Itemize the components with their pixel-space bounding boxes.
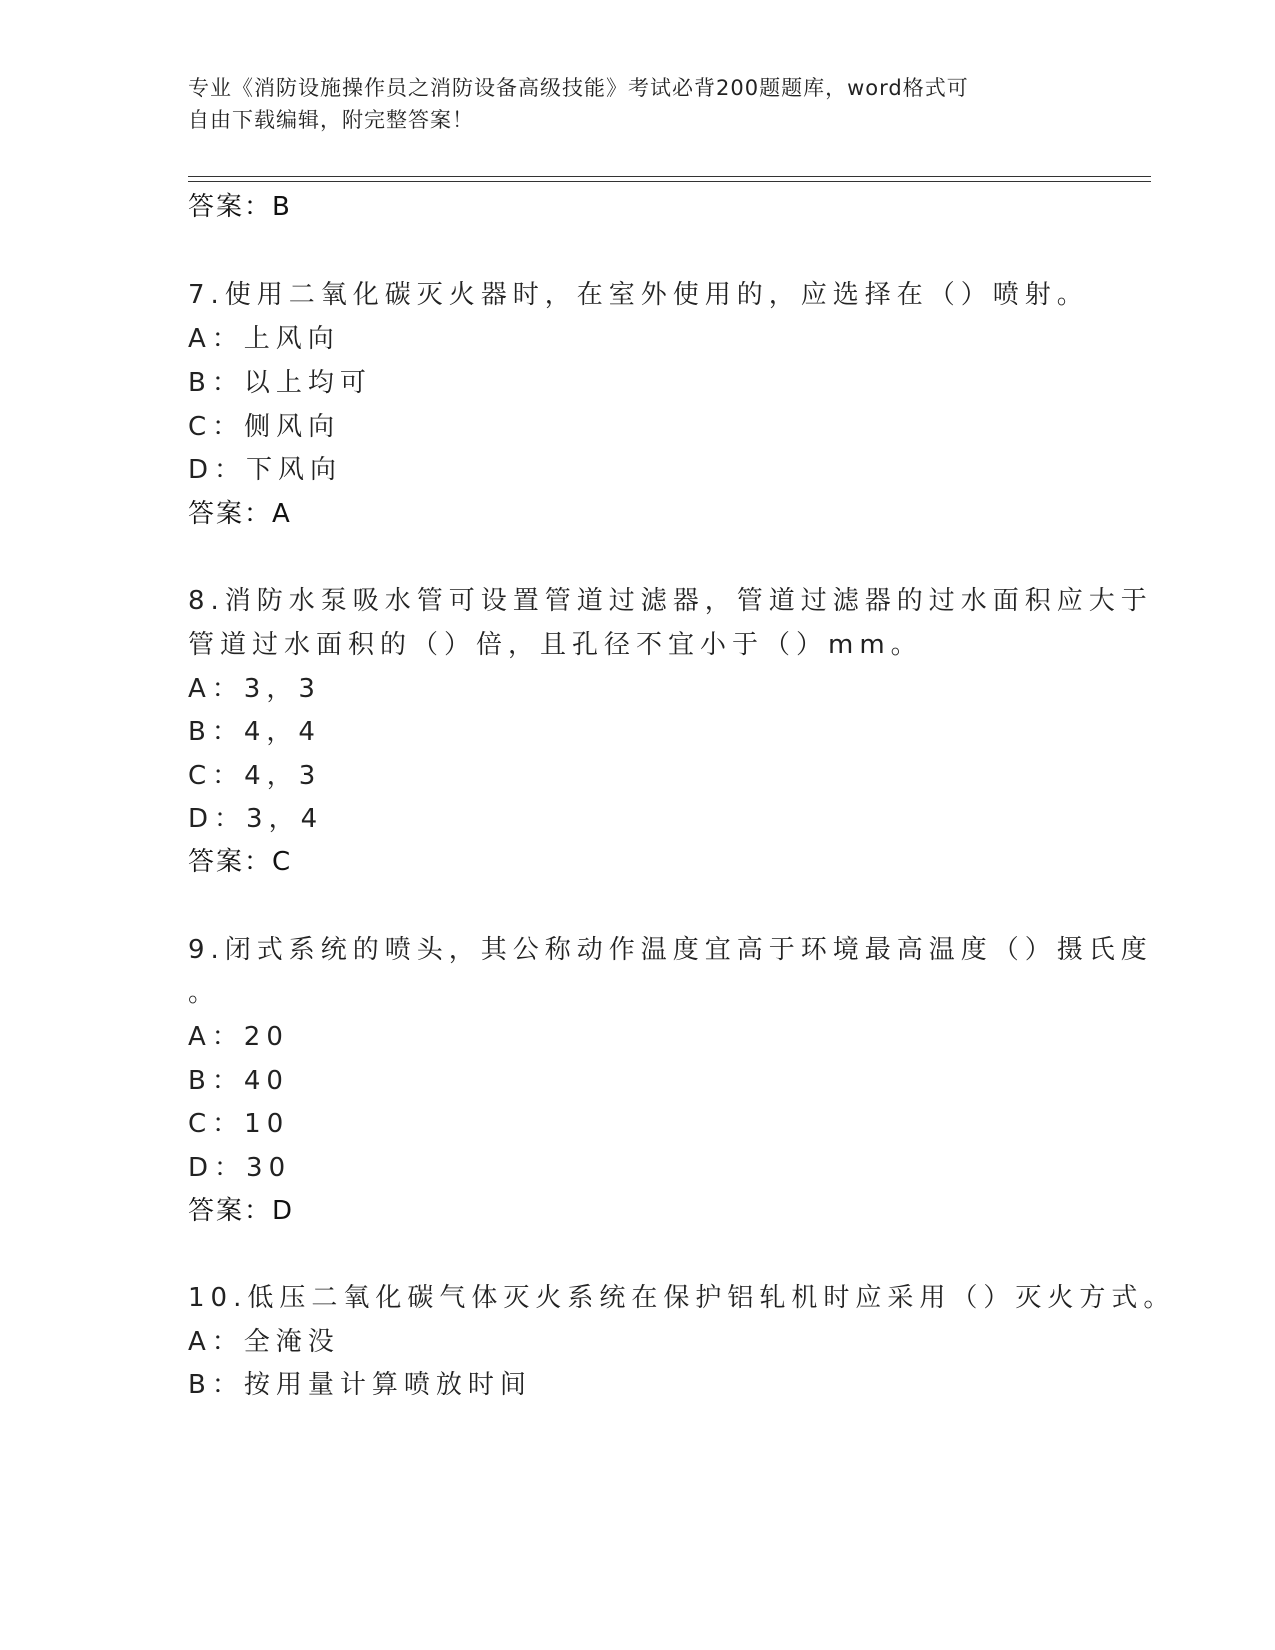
option-line: B：40 bbox=[188, 1066, 289, 1096]
option-line: D：下风向 bbox=[188, 455, 343, 485]
option-line: C：4，3 bbox=[188, 761, 322, 791]
question-line: 8.消防水泵吸水管可设置管道过滤器，管道过滤器的过水面积应大于 bbox=[188, 586, 1153, 616]
answer-line: 答案：C bbox=[188, 847, 293, 877]
answer-line: 答案：B bbox=[188, 192, 292, 222]
option-line: D：3，4 bbox=[188, 804, 324, 834]
question-line: 。 bbox=[188, 978, 221, 1008]
header-line-2: 自由下载编辑，附完整答案！ bbox=[188, 108, 474, 132]
option-line: D：30 bbox=[188, 1153, 292, 1183]
option-line: A：3，3 bbox=[188, 674, 321, 704]
header-divider-bottom bbox=[188, 181, 1151, 182]
question-line: 10.低压二氧化碳气体灭火系统在保护铝轧机时应采用（）灭火方式。 bbox=[188, 1283, 1176, 1313]
option-line: B：4，4 bbox=[188, 717, 321, 747]
answer-line: 答案：D bbox=[188, 1196, 295, 1226]
option-line: B：按用量计算喷放时间 bbox=[188, 1370, 532, 1400]
option-line: B：以上均可 bbox=[188, 368, 372, 398]
option-line: A：全淹没 bbox=[188, 1327, 340, 1357]
header-line-1: 专业《消防设施操作员之消防设备高级技能》考试必背200题题库，word格式可 bbox=[188, 76, 969, 100]
option-line: A：上风向 bbox=[188, 324, 340, 354]
option-line: A：20 bbox=[188, 1022, 289, 1052]
option-line: C：10 bbox=[188, 1109, 290, 1139]
header-divider-top bbox=[188, 176, 1151, 177]
answer-line: 答案：A bbox=[188, 499, 292, 529]
document-header bbox=[188, 72, 1068, 136]
option-line: C：侧风向 bbox=[188, 412, 341, 442]
question-line: 7.使用二氧化碳灭火器时，在室外使用的，应选择在（）喷射。 bbox=[188, 280, 1089, 310]
question-line: 9.闭式系统的喷头，其公称动作温度宜高于环境最高温度（）摄氏度 bbox=[188, 935, 1153, 965]
question-line: 管道过水面积的（）倍，且孔径不宜小于（）mm。 bbox=[188, 630, 923, 660]
